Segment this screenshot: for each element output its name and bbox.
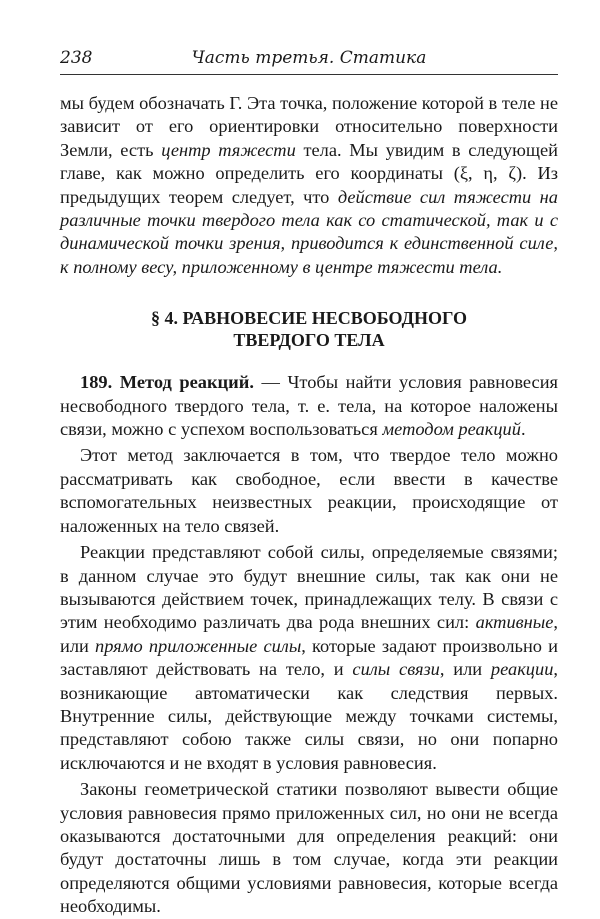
text-run: Реакции представляют собой силы, определяемые связями; в данном случае это будут внешние силы, так как они не вызываются действием точек, принадлежащих телу. В связи с этим необходимо различать два рода внешних сил: [60,542,558,633]
section-heading-line-2: ТВЕРДОГО ТЕЛА [233,330,385,351]
paragraph-center-of-gravity [60,92,558,279]
text-run: , или [439,659,491,680]
term-constraint-forces: силы связи [352,659,440,680]
text-run: мы будем обозначать Γ. Эта точка, положение которой в теле не зависит от его ориентировки относительно поверхности Земли, есть [60,93,558,160]
page-body [60,92,558,919]
text-run: , возникающие автоматически как следствия первых. Внутренние силы, действующие между точками системы, представляют собою также силы связи, но они попарно исключаются и не входят в условия равновесия. [60,659,558,773]
paragraph-method-description: Этот метод заключается в том, что твердое тело можно рассматривать как свободное, если ввести в качестве вспомогательных неизвестных реакции, происходящие от наложенных на тело связей. [60,445,558,536]
subsection-title: 189. Метод реакций. [80,372,254,393]
text-run: тела. Мы увидим в следующей главе, как можно определить его координаты (ξ, η, ζ). Из предыдущих теорем следует, что [60,139,558,207]
paragraph-geometric-statics: Законы геометрической статики позволяют вывести общие условия равновесия прямо приложенных сил, но они не всегда оказываются достаточными для определения реакций: они будут достаточны лишь в том случае, когда эти реакции определяются общими условиями равновесия, которые всегда необходимы. [60,779,558,917]
term-center-of-gravity: центр тяжести [161,139,296,160]
text-run: , или [60,612,558,656]
page-header [60,44,558,75]
section-heading-line-1: § 4. РАВНОВЕСИЕ НЕСВОБОДНОГО [150,308,467,329]
paragraph-method-of-reactions [60,371,558,441]
term-applied-forces: прямо приложенные силы [95,635,302,656]
page-number: 238 [60,48,93,68]
text-run: — Чтобы найти условия равновесия несвободного твердого тела, т. е. тела, на которое наложены связи, можно с успехом воспользоваться [60,372,558,440]
italic-statement: действие сил тяжести на различные точки твердого тела как со статической, так и с динамической точки зрения, приводится к единственной силе, к полному весу, приложенному в центре тяжести тела. [60,186,558,277]
text-run: , которые задают произвольно и заставляют действовать на тело, и [60,635,558,680]
paragraph-reactions [60,541,558,775]
term-reactions: реакции [490,659,554,680]
running-title: Часть третья. Статика [191,48,427,68]
term-method-of-reactions: методом реакций [382,419,521,440]
section-heading [60,307,558,351]
term-active: активные [475,612,554,633]
text-run: . [520,419,526,440]
